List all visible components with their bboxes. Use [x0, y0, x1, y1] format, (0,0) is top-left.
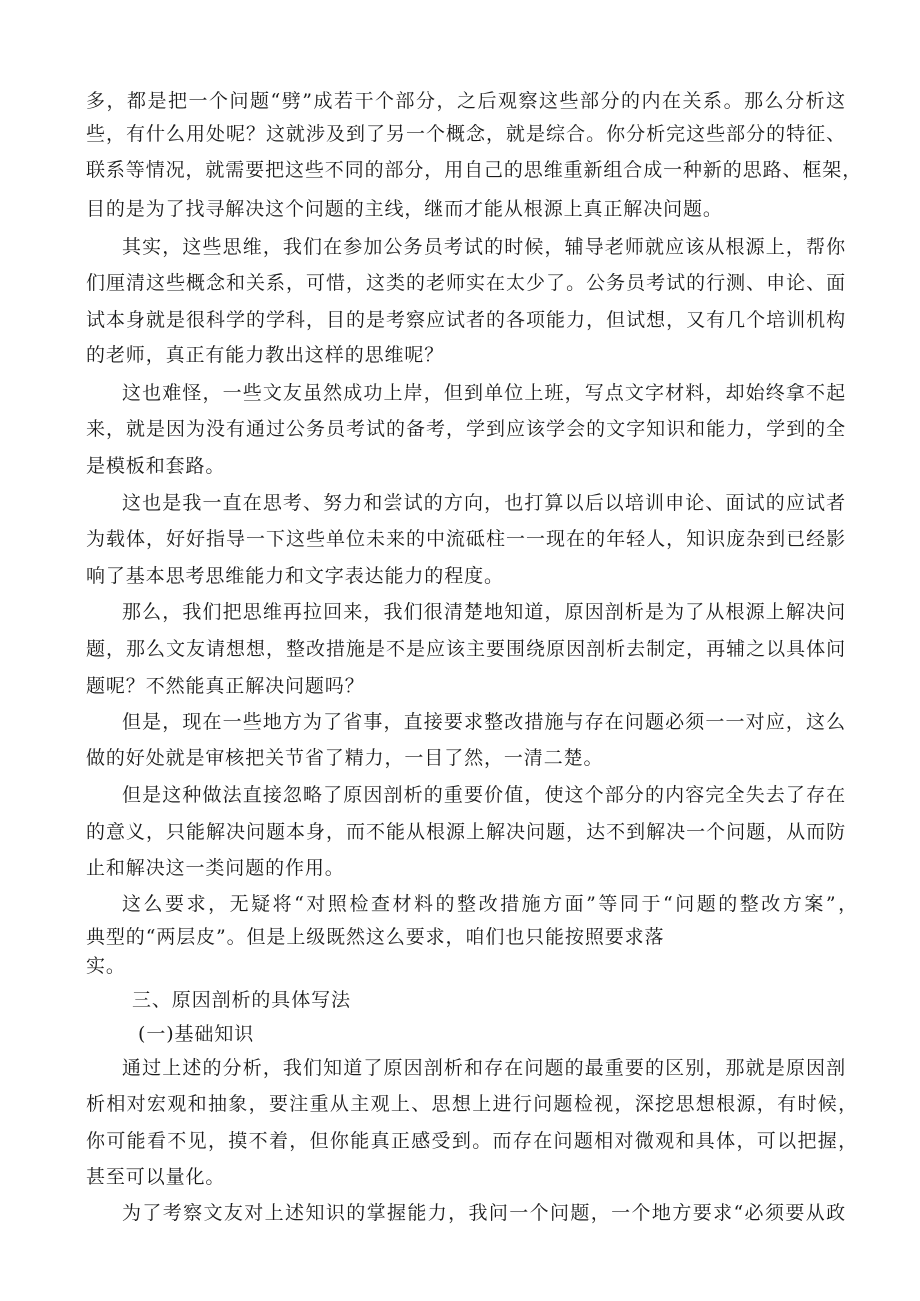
paragraph-3-line-2: 来，就是因为没有通过公务员考试的备考，学到应该学会的文字知识和能力，学到的全: [86, 418, 846, 440]
paragraph-1-line-4: 目的是为了找寻解决这个问题的主线，继而才能从根源上真正解决问题。: [86, 198, 723, 220]
paragraph-3-line-1: 这也难怪，一些文友虽然成功上岸，但到单位上班，写点文字材料，却始终拿不起: [122, 382, 846, 404]
paragraph-1-line-2: 些，有什么用处呢？这就涉及到了另一个概念，就是综合。你分析完这些部分的特征、: [86, 123, 846, 145]
paragraph-3-line-3: 是模板和套路。: [86, 455, 226, 477]
paragraph-9-line-1: 通过上述的分析，我们知道了原因剖析和存在问题的最重要的区别，那就是原因剖: [122, 1057, 846, 1079]
paragraph-5-line-2: 题，那么文友请想想，整改措施是不是应该主要围绕原因剖析去制定，再辅之以具体问: [86, 638, 846, 660]
paragraph-8-line-3: 实。: [86, 955, 126, 977]
section-heading: 三、原因剖析的具体写法: [132, 989, 351, 1011]
paragraph-9-line-2: 析相对宏观和抽象，要注重从主观上、思想上进行问题检视，深挖思想根源，有时候，: [86, 1093, 858, 1115]
paragraph-4-line-2: 为载体，好好指导一下这些单位未来的中流砥柱一一现在的年轻人，知识庞杂到已经影: [86, 528, 846, 550]
paragraph-1-line-1: 多，都是把一个问题“劈”成若干个部分，之后观察这些部分的内在关系。那么分析这: [86, 90, 846, 112]
paragraph-4-line-3: 响了基本思考思维能力和文字表达能力的程度。: [86, 565, 504, 587]
paragraph-9-line-3: 你可能看不见，摸不着，但你能真正感受到。而存在问题相对微观和具体，可以把握，: [86, 1130, 858, 1152]
paragraph-7-line-3: 止和解决这一类问题的作用。: [86, 857, 345, 879]
paragraph-2-line-1: 其实，这些思维，我们在参加公务员考试的时候，辅导老师就应该从根源上，帮你: [122, 236, 846, 258]
paragraph-9-line-4: 甚至可以量化。: [86, 1166, 226, 1188]
paragraph-7-line-2: 的意义，只能解决问题本身，而不能从根源上解决问题，达不到解决一个问题，从而防: [86, 821, 846, 843]
paragraph-6-line-2: 做的好处就是审核把关节省了精力，一目了然，一清二楚。: [86, 747, 604, 769]
subsection-heading: (一)基础知识: [138, 1023, 255, 1045]
paragraph-5-line-1: 那么，我们把思维再拉回来，我们很清楚地知道，原因剖析是为了从根源上解决问: [122, 601, 846, 623]
paragraph-2-line-4: 的老师，真正有能力教出这样的思维呢？: [86, 344, 445, 366]
paragraph-8-line-2: 典型的“两层皮”。但是上级既然这么要求，咱们也只能按照要求落: [86, 926, 665, 948]
paragraph-2-line-2: 们厘清这些概念和关系，可惜，这类的老师实在太少了。公务员考试的行测、申论、面: [86, 272, 846, 294]
paragraph-4-line-1: 这也是我一直在思考、努力和尝试的方向，也打算以后以培训申论、面试的应试者: [122, 492, 846, 514]
paragraph-1-line-3: 联系等情况，就需要把这些不同的部分，用自己的思维重新组合成一种新的思路、框架，: [86, 159, 863, 181]
paragraph-2-line-3: 试本身就是很科学的学科，目的是考察应试者的各项能力，但试想，又有几个培训机构: [86, 309, 846, 331]
paragraph-6-line-1: 但是，现在一些地方为了省事，直接要求整改措施与存在问题必须一一对应，这么: [122, 711, 846, 733]
paragraph-10-line-1: 为了考察文友对上述知识的掌握能力，我问一个问题，一个地方要求“必须要从政: [122, 1202, 846, 1224]
paragraph-5-line-3: 题呢？不然能真正解决问题吗？: [86, 675, 365, 697]
paragraph-8-line-1: 这么要求，无疑将“对照检查材料的整改措施方面”等同于“问题的整改方案”，: [122, 893, 858, 915]
paragraph-7-line-1: 但是这种做法直接忽略了原因剖析的重要价值，使这个部分的内容完全失去了存在: [122, 784, 846, 806]
